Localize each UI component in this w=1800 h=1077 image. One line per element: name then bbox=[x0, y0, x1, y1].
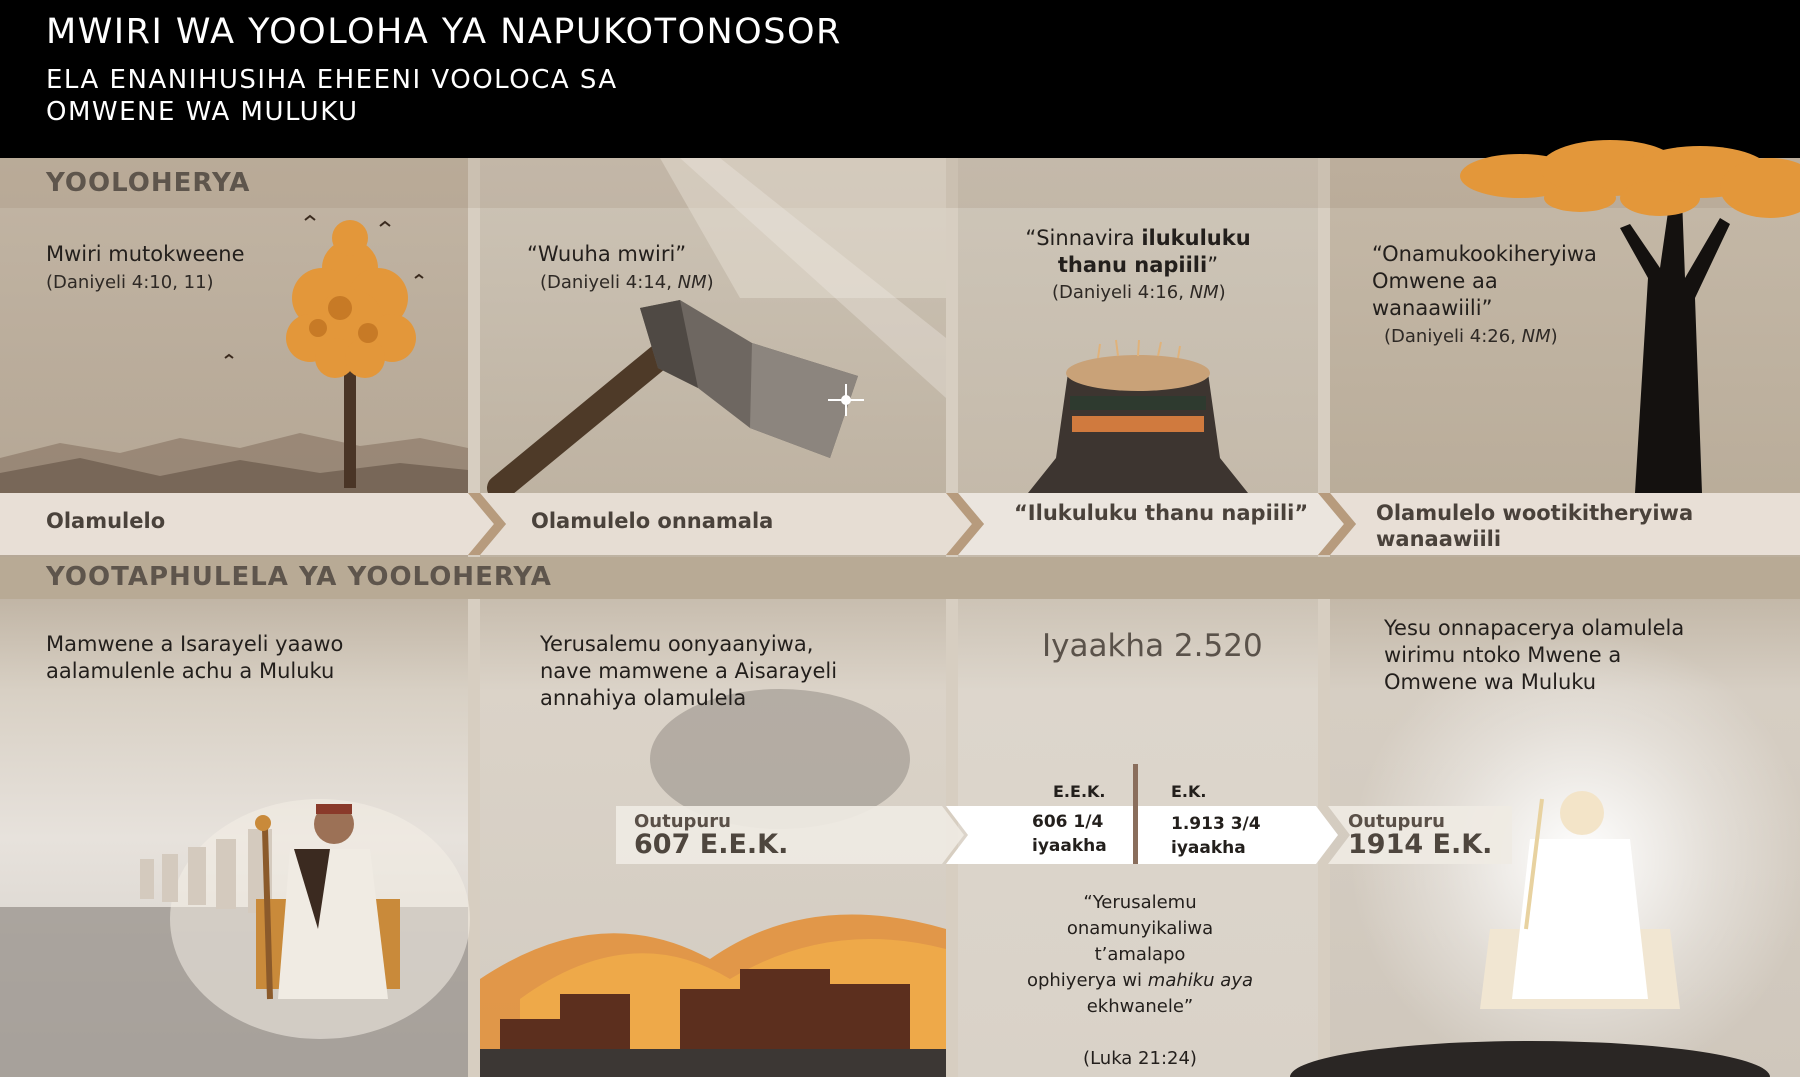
column-divider bbox=[468, 158, 480, 1077]
dream-text-3-pre: “Sinnavira bbox=[1025, 226, 1142, 250]
timeline-end-label: Outupuru bbox=[1348, 811, 1445, 832]
dream-ref-2-text: (Daniyeli 4:14, NM) bbox=[540, 272, 714, 293]
dream-ref-1: (Daniyeli 4:10, 11) bbox=[46, 272, 214, 293]
dream-text-4: “Onamukookiheryiwa Omwene aa wanaawiili” bbox=[1372, 242, 1597, 320]
timeline-start-label: Outupuru bbox=[634, 811, 731, 832]
years-total: Iyaakha 2.520 bbox=[1042, 628, 1263, 664]
timeline-divider bbox=[1133, 764, 1139, 864]
fulfillment-section-title: YOOTAPHULELA YA YOOLOHERYA bbox=[46, 562, 552, 592]
ribbon-label-3: “Ilukuluku thanu napiili” bbox=[1014, 501, 1309, 525]
dream-section-title: YOOLOHERYA bbox=[46, 168, 251, 198]
dream-ref-4 bbox=[1384, 326, 1558, 347]
quote-italic: mahiku aya bbox=[1147, 970, 1254, 991]
ribbon-label-4: Olamulelo wootikitheryiwa wanaawiili bbox=[1376, 501, 1694, 551]
page-title: MWIRI WA YOOLOHA YA NAPUKOTONOSOR bbox=[46, 12, 842, 52]
header bbox=[0, 0, 1800, 158]
fulfillment-text-3: Yesu onnapacerya olamulela wirimu ntoko Mwene a Omwene wa Muluku bbox=[1384, 616, 1685, 694]
quote-text-end: ekhwanele” bbox=[1086, 996, 1194, 1017]
timeline-end-year: 1914 E.K. bbox=[1348, 829, 1493, 860]
timeline-start-year: 607 E.E.K. bbox=[634, 829, 789, 860]
stump-illustration bbox=[958, 158, 1318, 493]
ribbon-label-1: Olamulelo bbox=[46, 509, 166, 533]
dream-ref-3-text: (Daniyeli 4:16, NM) bbox=[1052, 282, 1226, 303]
quote-text: “Yerusalemu onamunyikaliwa t’amalapo ophiyerya wi bbox=[1026, 892, 1214, 991]
era-after: E.K. bbox=[1171, 782, 1207, 801]
column-divider bbox=[1318, 158, 1330, 1077]
column-divider bbox=[946, 158, 958, 1077]
dream-text-3-bold: ilukuluku thanu napiili bbox=[1057, 226, 1251, 277]
axe-illustration bbox=[480, 158, 946, 493]
page-subtitle: ELA ENANIHUSIHA EHEENI VOOLOCA SA OMWENE WA MULUKU bbox=[46, 65, 618, 127]
era-before: E.E.K. bbox=[1053, 782, 1106, 801]
dream-ref-4-text: (Daniyeli 4:26, NM) bbox=[1384, 326, 1558, 347]
dream-text-3 bbox=[998, 225, 1278, 279]
span-after: 1.913 3/4 iyaakha bbox=[1171, 814, 1261, 858]
ribbon-label-2: Olamulelo onnamala bbox=[531, 509, 774, 533]
dream-text-1: Mwiri mutokweene bbox=[46, 242, 245, 266]
quote-luke bbox=[1020, 890, 1260, 1072]
quote-ref: (Luka 21:24) bbox=[1083, 1048, 1197, 1069]
tree-illustration bbox=[0, 158, 468, 493]
span-before: 606 1/4 iyaakha bbox=[1032, 812, 1107, 856]
fulfillment-text-1: Mamwene a Isarayeli yaawo aalamulenle achu a Muluku bbox=[46, 632, 344, 683]
dream-ref-2 bbox=[540, 272, 714, 293]
fulfillment-text-2: Yerusalemu oonyaanyiwa, nave mamwene a Aisarayeli annahiya olamulela bbox=[540, 632, 838, 710]
dream-text-2: “Wuuha mwiri” bbox=[527, 242, 687, 266]
dream-ref-3 bbox=[1052, 282, 1226, 303]
dream-text-3-post: ” bbox=[1207, 253, 1219, 277]
